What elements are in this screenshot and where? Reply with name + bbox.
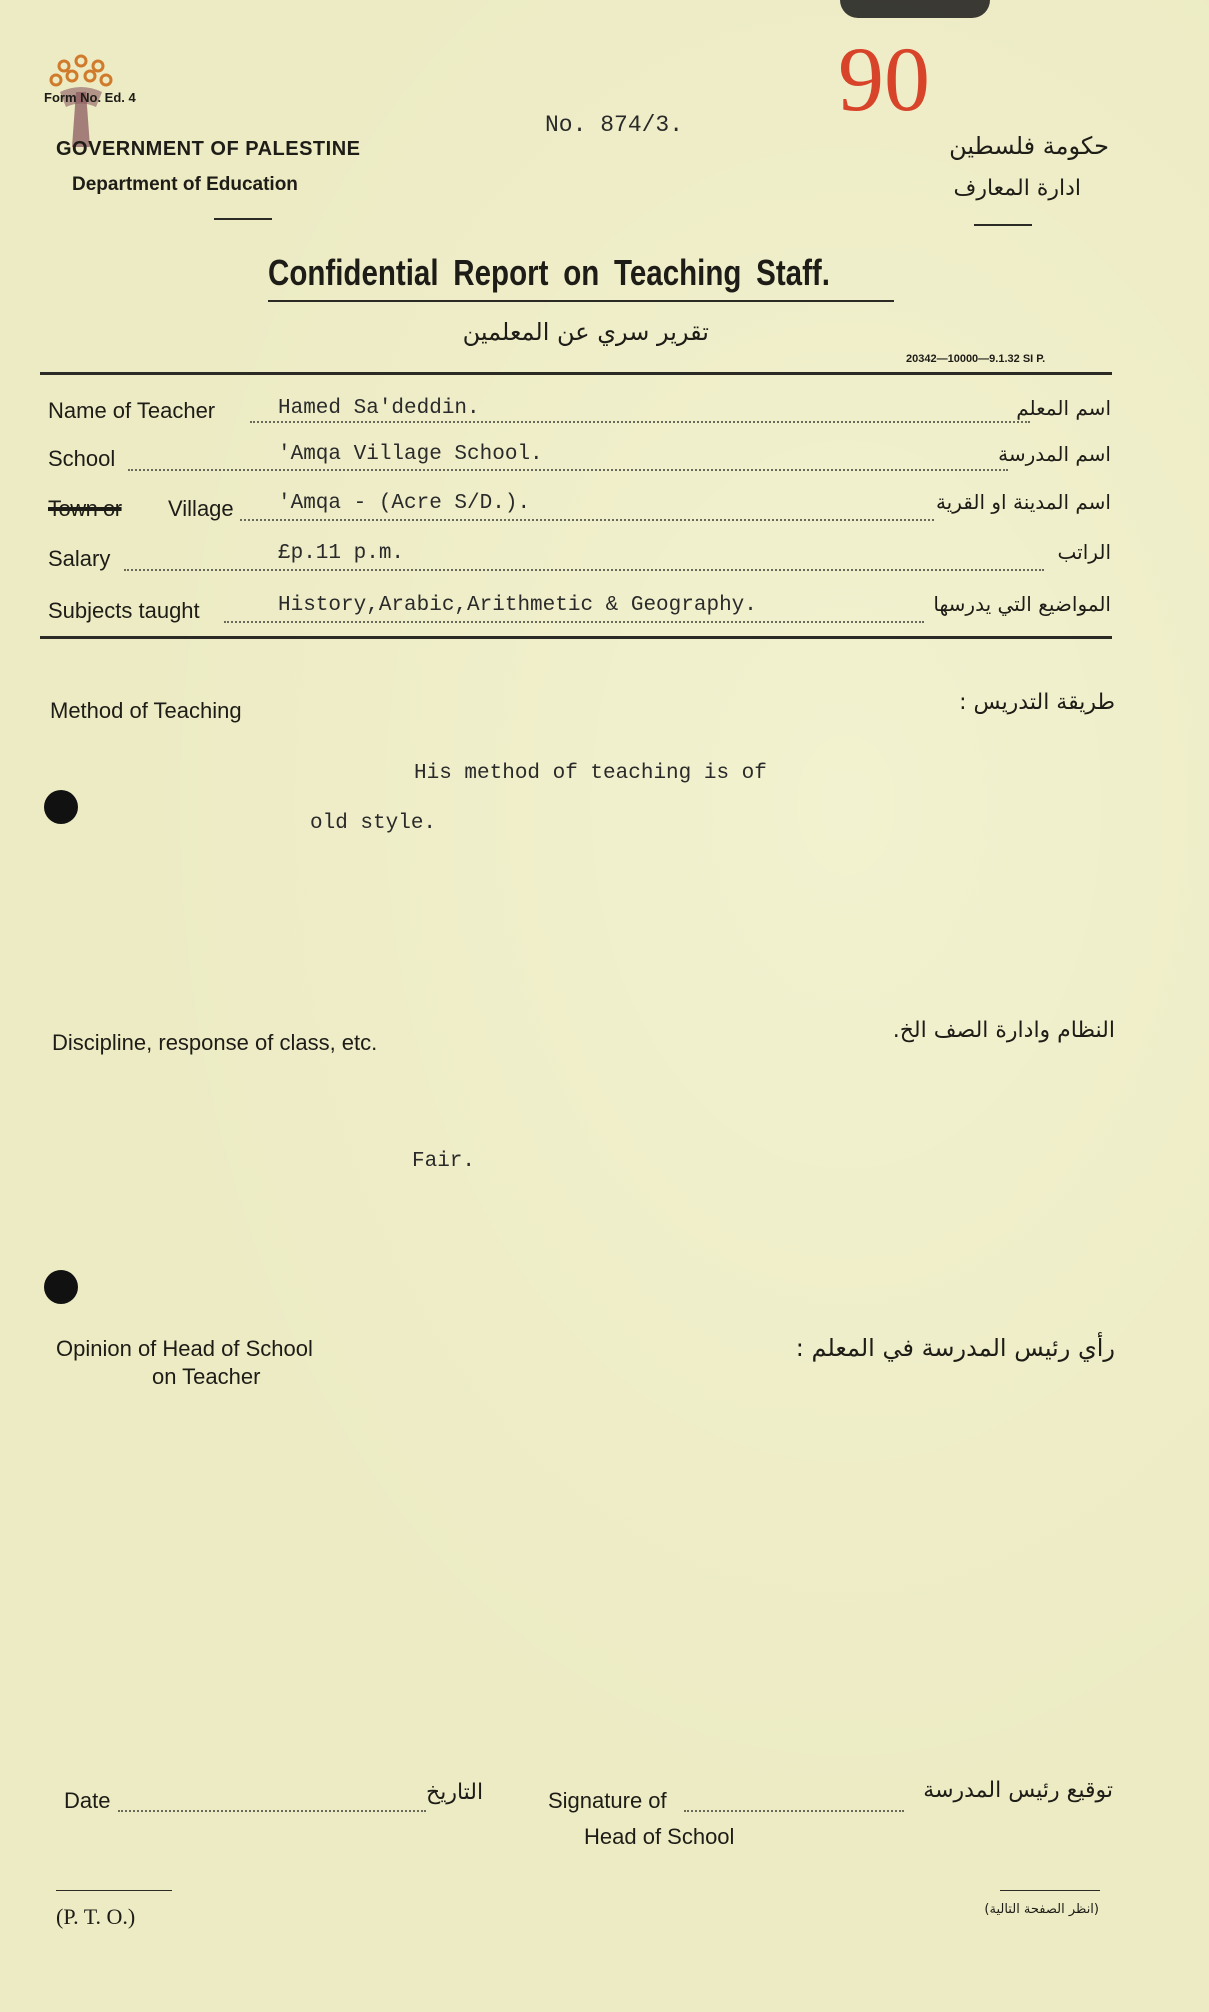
value-school: 'Amqa Village School. bbox=[278, 443, 543, 466]
dotline-school bbox=[128, 469, 1008, 471]
label-date-ar: التاريخ bbox=[426, 1780, 484, 1805]
label-school-ar: اسم المدرسة bbox=[998, 442, 1111, 466]
label-date: Date bbox=[64, 1788, 111, 1813]
document-number: No. 874/3. bbox=[545, 112, 684, 138]
title-underline bbox=[268, 300, 894, 302]
print-code: 20342—10000—9.1.32 SI P. bbox=[906, 353, 1046, 365]
value-village: 'Amqa - (Acre S/D.). bbox=[278, 492, 531, 515]
value-teacher-name: Hamed Sa'deddin. bbox=[278, 397, 480, 420]
label-subjects: Subjects taught bbox=[48, 598, 200, 623]
header-underline-left bbox=[214, 218, 272, 220]
report-title: Confidential Report on Teaching Staff. bbox=[268, 252, 830, 293]
dotline-teacher bbox=[250, 421, 1030, 423]
punch-hole-lower bbox=[44, 1270, 78, 1304]
pto-label-ar: (انظر الصفحة التالية) bbox=[984, 1902, 1099, 1917]
pto-rule-left bbox=[56, 1890, 172, 1891]
dotline-date bbox=[118, 1810, 426, 1812]
discipline-value: Fair. bbox=[412, 1150, 476, 1173]
header-underline-right bbox=[974, 224, 1032, 226]
pto-label: (P. T. O.) bbox=[56, 1904, 136, 1929]
label-village-struck: Town or bbox=[48, 496, 122, 521]
label-signature-ar: توقيع رئيس المدرسة bbox=[923, 1778, 1113, 1803]
label-teacher-name-ar: اسم المعلم bbox=[1016, 396, 1111, 420]
label-discipline: Discipline, response of class, etc. bbox=[52, 1030, 378, 1055]
form-number: Form No. Ed. 4 bbox=[44, 90, 136, 105]
label-opinion: Opinion of Head of School bbox=[56, 1336, 313, 1361]
dotline-village bbox=[240, 519, 934, 521]
label-signature-line2: Head of School bbox=[584, 1824, 735, 1849]
label-method: Method of Teaching bbox=[50, 698, 242, 723]
dotline-subjects bbox=[224, 621, 924, 623]
fields-bottom-rule bbox=[40, 636, 1112, 639]
label-subjects-ar: المواضيع التي يدرسها bbox=[933, 592, 1111, 616]
punch-hole-upper bbox=[44, 790, 78, 824]
government-heading-ar: حكومة فلسطين bbox=[949, 132, 1109, 160]
label-salary: Salary bbox=[48, 546, 111, 571]
fields-top-rule bbox=[40, 372, 1112, 375]
government-heading-en: GOVERNMENT OF PALESTINE bbox=[56, 138, 361, 160]
method-text-line2: old style. bbox=[310, 812, 437, 835]
label-opinion-ar: رأي رئيس المدرسة في المعلم : bbox=[795, 1334, 1115, 1362]
handwritten-page-number: 90 bbox=[838, 28, 930, 130]
dotline-salary bbox=[124, 569, 1044, 571]
label-village-ar: اسم المدينة او القرية bbox=[935, 490, 1111, 514]
label-salary-ar: الراتب bbox=[1057, 540, 1111, 564]
method-text-line1: His method of teaching is of bbox=[414, 762, 767, 785]
label-village: Village bbox=[168, 496, 234, 521]
label-teacher-name: Name of Teacher bbox=[48, 398, 216, 423]
page-edge-mark bbox=[840, 0, 990, 18]
label-school: School bbox=[48, 446, 116, 471]
department-heading-en: Department of Education bbox=[72, 174, 298, 195]
department-heading-ar: ادارة المعارف bbox=[953, 176, 1081, 201]
label-discipline-ar: النظام وادارة الصف الخ. bbox=[892, 1018, 1115, 1043]
label-method-ar: طريقة التدريس : bbox=[959, 690, 1115, 715]
report-title-ar: تقرير سري عن المعلمين bbox=[462, 318, 709, 346]
label-opinion-line2: on Teacher bbox=[152, 1364, 261, 1389]
pto-rule-right bbox=[1000, 1890, 1100, 1891]
value-salary: £p.11 p.m. bbox=[278, 542, 405, 565]
value-subjects: History,Arabic,Arithmetic & Geography. bbox=[278, 594, 757, 617]
label-signature: Signature of bbox=[548, 1788, 667, 1813]
dotline-signature bbox=[684, 1810, 904, 1812]
